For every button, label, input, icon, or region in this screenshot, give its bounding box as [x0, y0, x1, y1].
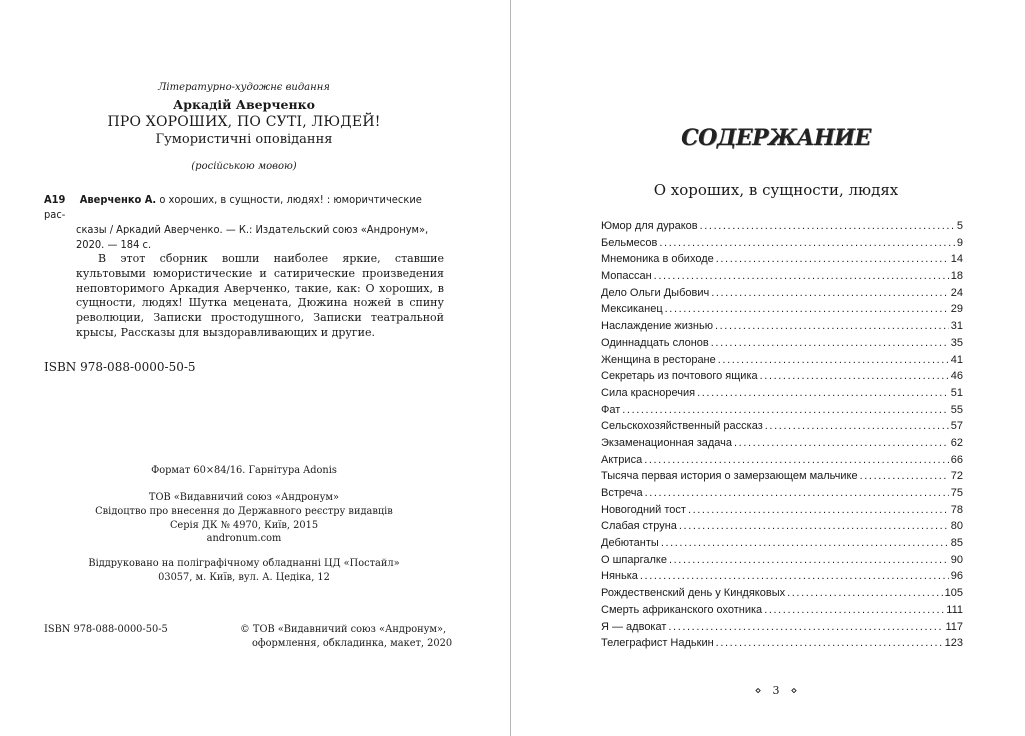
- toc-leader-dots: [716, 635, 943, 652]
- toc-leader-dots: [715, 318, 949, 335]
- toc-entry-page: 51: [950, 386, 963, 399]
- table-of-contents: [601, 218, 963, 652]
- page-number: 3: [772, 684, 780, 697]
- toc-leader-dots: [644, 452, 949, 469]
- toc-leader-dots: [697, 385, 949, 402]
- left-page-imprint: [0, 0, 510, 736]
- toc-entry-title: Тысяча первая история о замерзающем мальчике: [601, 470, 858, 483]
- toc-entry-title: Юмор для дураков: [601, 220, 698, 232]
- book-genre: Гумористичні оповідання: [155, 132, 333, 147]
- toc-entry-title: Наслаждение жизнью: [601, 320, 713, 333]
- toc-leader-dots: [764, 602, 944, 619]
- toc-leader-dots: [679, 518, 949, 535]
- toc-leader-dots: [661, 535, 949, 552]
- toc-entry[interactable]: [601, 385, 963, 402]
- toc-entry[interactable]: [601, 251, 963, 268]
- toc-entry-page: 78: [950, 503, 963, 516]
- toc-entry[interactable]: [601, 318, 963, 335]
- toc-leader-dots: [645, 485, 949, 502]
- toc-entry-title: Телеграфист Надькин: [601, 637, 714, 650]
- toc-entry[interactable]: [601, 619, 963, 636]
- toc-entry-page: 123: [944, 637, 963, 650]
- toc-entry-title: Одиннадцать слонов: [601, 336, 709, 349]
- toc-entry-page: 29: [950, 303, 963, 316]
- annotation-paragraph: В этот сборник вошли наиболее яркие, ставшие культовыми юмористические и сатирические произведения неповторимого Аркадия Аверченко, такие, как: О хороших, в сущности, людях! Шутка мецената, Дюжина ножей в спину революции, Записки простодушного, Записки театральной крысы, Рассказы для выздоравливающих и другие.: [76, 252, 444, 339]
- bibliographic-record: [44, 192, 444, 252]
- contents-heading: СОДЕРЖАНИЕ: [681, 125, 871, 151]
- toc-entry[interactable]: [601, 418, 963, 435]
- toc-leader-dots: [622, 402, 948, 419]
- toc-leader-dots: [711, 285, 949, 302]
- toc-entry-title: Мнемоника в обиходе: [601, 253, 714, 266]
- toc-entry-page: 31: [950, 320, 963, 333]
- toc-entry-title: Мексиканец: [601, 303, 663, 316]
- toc-entry[interactable]: [601, 535, 963, 552]
- toc-entry-page: 117: [945, 620, 963, 633]
- right-page-contents: [511, 0, 1025, 736]
- biblio-line-1: о хороших, в сущности, людях! : юморичтические рас-: [44, 193, 422, 221]
- isbn-main: ISBN 978-088-0000-50-5: [44, 360, 196, 374]
- toc-entry[interactable]: [601, 635, 963, 652]
- toc-leader-dots: [860, 468, 949, 485]
- toc-entry-title: Смерть африканского охотника: [601, 603, 763, 616]
- copyright-info: [240, 623, 452, 651]
- toc-entry-title: Рождественский день у Киндяковых: [601, 587, 786, 600]
- toc-entry-title: Актриса: [601, 453, 643, 466]
- toc-entry-page: 62: [950, 436, 963, 449]
- toc-entry-page: 24: [950, 286, 963, 299]
- toc-entry[interactable]: [601, 268, 963, 285]
- toc-entry-title: О шпаргалке: [601, 553, 667, 566]
- toc-leader-dots: [711, 335, 949, 352]
- toc-entry-page: 111: [946, 603, 963, 616]
- toc-entry-title: Новогодний тост: [601, 503, 686, 516]
- toc-leader-dots: [668, 619, 943, 636]
- toc-leader-dots: [659, 235, 954, 252]
- toc-entry[interactable]: [601, 485, 963, 502]
- toc-leader-dots: [640, 568, 949, 585]
- toc-entry-page: 96: [950, 570, 963, 583]
- toc-entry-title: Мопассан: [601, 270, 652, 283]
- toc-leader-dots: [718, 352, 949, 369]
- toc-entry-title: Экзаменационная задача: [601, 436, 733, 449]
- toc-entry[interactable]: [601, 301, 963, 318]
- toc-entry[interactable]: [601, 568, 963, 585]
- toc-entry[interactable]: [601, 335, 963, 352]
- format-info: Формат 60×84/16. Гарнітура Adonis: [151, 465, 337, 476]
- toc-entry-page: 35: [950, 336, 963, 349]
- toc-leader-dots: [716, 251, 949, 268]
- toc-entry-page: 46: [950, 370, 963, 383]
- toc-entry[interactable]: [601, 585, 963, 602]
- ornament-icon: ⋄: [754, 684, 762, 697]
- toc-entry-title: Я — адвокат: [601, 620, 667, 633]
- publisher-line: Серія ДК № 4970, Київ, 2015: [169, 519, 319, 531]
- language-note: (російською мовою): [191, 161, 297, 172]
- toc-entry-page: 105: [944, 587, 963, 600]
- toc-leader-dots: [654, 268, 949, 285]
- toc-entry-page: 66: [950, 453, 963, 466]
- toc-entry[interactable]: [601, 468, 963, 485]
- author-name: Аркадій Аверченко: [173, 97, 315, 112]
- toc-entry[interactable]: [601, 368, 963, 385]
- toc-entry[interactable]: [601, 552, 963, 569]
- printer-info: [0, 557, 488, 585]
- toc-entry[interactable]: [601, 602, 963, 619]
- toc-entry-page: 55: [950, 403, 963, 416]
- toc-entry-page: 80: [950, 520, 963, 533]
- publisher-line: ТОВ «Видавничий союз «Андронум»: [148, 492, 340, 503]
- toc-leader-dots: [669, 552, 949, 569]
- toc-leader-dots: [700, 218, 955, 235]
- ornament-icon: ⋄: [790, 684, 798, 697]
- toc-entry-title: Сельскохозяйственный рассказ: [601, 420, 763, 433]
- printer-line: Віддруковано на поліграфічному обладнанні ЦД «Постайл»: [88, 558, 400, 569]
- toc-entry[interactable]: [601, 518, 963, 535]
- toc-entry[interactable]: [601, 502, 963, 519]
- toc-leader-dots: [760, 368, 949, 385]
- toc-entry[interactable]: [601, 352, 963, 369]
- toc-entry-page: 41: [950, 353, 963, 366]
- toc-entry-page: 9: [956, 236, 963, 249]
- copyright-line: оформлення, обкладинка, макет, 2020: [252, 637, 453, 649]
- publisher-line: Свідоцтво про внесення до Державного реєстру видавців: [95, 505, 393, 517]
- printer-line: 03057, м. Київ, вул. А. Цедіка, 12: [158, 571, 330, 583]
- biblio-author: Аверченко А.: [79, 193, 157, 206]
- biblio-line-2: сказы / Аркадий Аверченко. — К.: Издательский союз «Андронум»,: [76, 223, 429, 236]
- toc-entry-page: 75: [950, 487, 963, 499]
- toc-entry-title: Женщина в ресторане: [601, 353, 716, 366]
- toc-entry-page: 18: [950, 270, 963, 283]
- toc-entry[interactable]: [601, 218, 963, 235]
- toc-entry-page: 5: [956, 220, 963, 232]
- publisher-line: andronum.com: [206, 533, 282, 545]
- toc-entry-page: 90: [950, 553, 963, 566]
- toc-entry[interactable]: [601, 235, 963, 252]
- page-number-footer: [511, 684, 1025, 697]
- toc-entry-page: 14: [950, 253, 963, 266]
- toc-entry-title: Нянька: [601, 570, 638, 583]
- toc-entry[interactable]: [601, 402, 963, 419]
- biblio-line-3: 2020. — 184 с.: [76, 238, 152, 251]
- copyright-line: © ТОВ «Видавничий союз «Андронум»,: [240, 624, 447, 635]
- toc-entry-title: Сила красноречия: [601, 386, 696, 399]
- contents-subtitle: О хороших, в сущности, людях: [653, 181, 899, 199]
- toc-entry-page: 72: [950, 470, 963, 483]
- catalog-code: А19: [44, 193, 66, 206]
- isbn-footer: ISBN 978-088-0000-50-5: [44, 624, 168, 635]
- toc-leader-dots: [734, 435, 949, 452]
- toc-leader-dots: [765, 418, 949, 435]
- toc-entry-title: Секретарь из почтового ящика: [601, 370, 758, 383]
- publisher-info: [0, 491, 488, 546]
- toc-entry-page: 85: [950, 537, 963, 550]
- toc-entry-title: Встреча: [601, 487, 643, 499]
- book-title: ПРО ХОРОШИХ, ПО СУТІ, ЛЮДЕЙ!: [107, 114, 381, 130]
- toc-entry-title: Фат: [601, 403, 621, 416]
- toc-entry[interactable]: [601, 285, 963, 302]
- toc-entry[interactable]: [601, 452, 963, 469]
- toc-leader-dots: [665, 301, 949, 318]
- edition-type-label: Літературно-художнє видання: [158, 82, 330, 93]
- toc-entry-title: Дебютанты: [601, 537, 659, 550]
- toc-entry-page: 57: [950, 420, 963, 433]
- toc-entry-title: Дело Ольги Дыбович: [601, 286, 710, 299]
- toc-leader-dots: [688, 502, 949, 519]
- toc-entry-title: Бельмесов: [601, 236, 658, 249]
- toc-entry[interactable]: [601, 435, 963, 452]
- toc-entry-title: Слабая струна: [601, 520, 677, 533]
- toc-leader-dots: [787, 585, 943, 602]
